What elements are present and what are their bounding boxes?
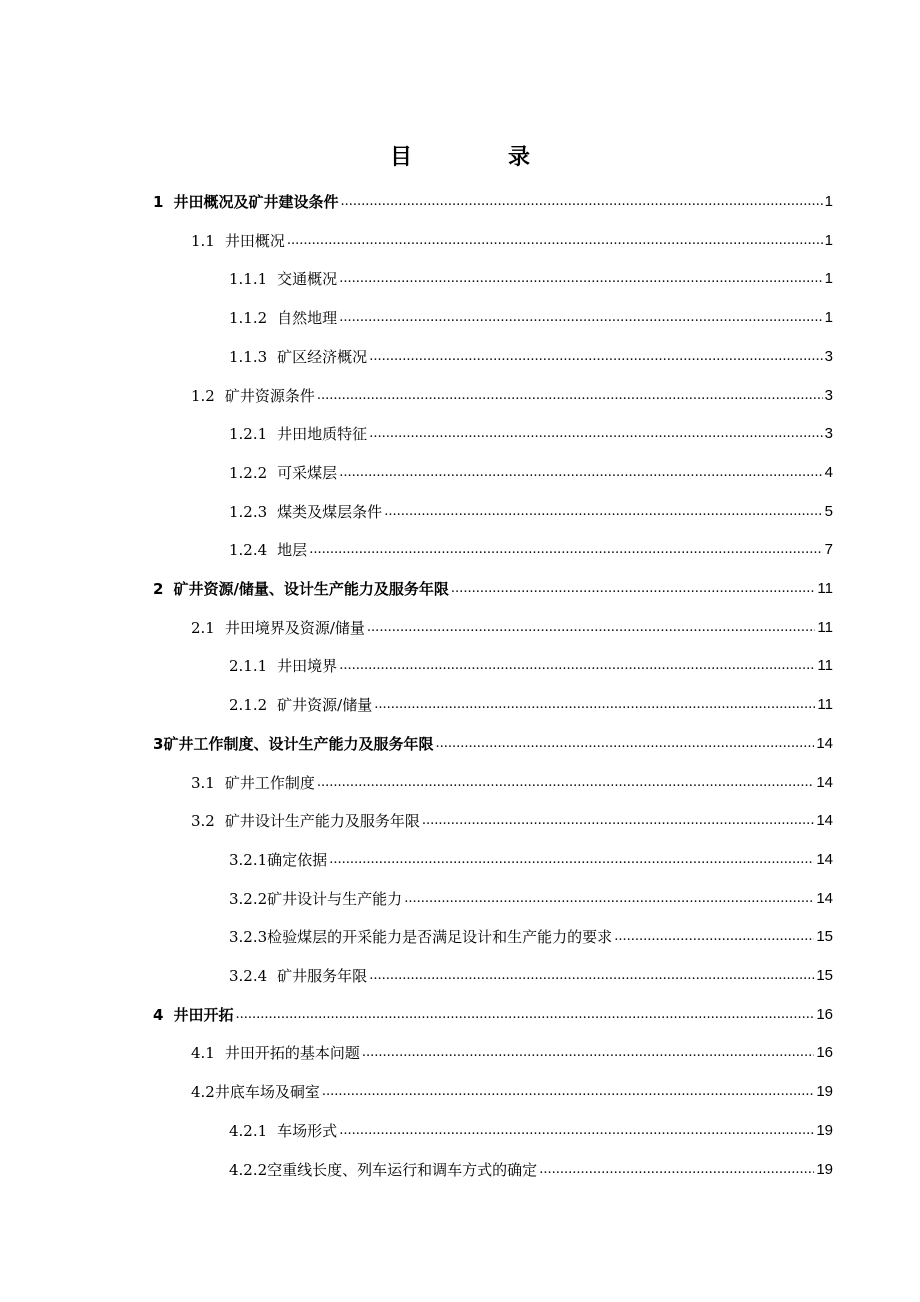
toc-entry-number: 3.2.4 [229, 967, 268, 985]
toc-entry[interactable] [229, 420, 833, 444]
toc-entry-page: 11 [817, 619, 833, 636]
toc-entry[interactable] [229, 265, 833, 289]
toc-dot-leader [235, 1005, 814, 1025]
toc-dot-leader [404, 889, 814, 909]
toc-entry-page: 19 [816, 1122, 833, 1139]
toc-dot-leader [422, 811, 814, 831]
toc-entry-number: 1.1.1 [229, 270, 268, 288]
toc-dot-leader [369, 347, 822, 367]
toc-entry-label: 确定依据 [267, 851, 328, 869]
toc-entry-page: 5 [824, 503, 833, 520]
toc-dot-leader [384, 502, 822, 522]
toc-dot-leader [287, 231, 823, 251]
toc-dot-leader [339, 1121, 814, 1141]
toc-entry-label: 矿井资源/储量 [277, 696, 373, 714]
toc-entry-label: 矿井设计与生产能力 [267, 890, 403, 908]
toc-dot-leader [367, 618, 816, 638]
toc-entry[interactable] [153, 188, 833, 212]
toc-entry-page: 1 [824, 193, 833, 210]
toc-entry-number: 4 [153, 1006, 164, 1024]
toc-dot-leader [362, 1043, 814, 1063]
toc-entry-page: 1 [824, 232, 833, 249]
toc-entry-page: 11 [817, 580, 833, 597]
toc-entry-number: 3.2 [191, 812, 215, 830]
toc-dot-leader [322, 1082, 814, 1102]
title-char-1: 目 [389, 145, 412, 170]
toc-dot-leader [369, 966, 814, 986]
toc-entry-label: 交通概况 [277, 270, 338, 288]
toc-entry[interactable] [153, 730, 833, 754]
toc-entry-number: 2 [153, 580, 164, 598]
toc-entry-label: 矿井工作制度 [224, 774, 315, 792]
toc-entry-label: 矿井工作制度、设计生产能力及服务年限 [163, 735, 434, 753]
toc-entry-number: 3.2.1 [229, 851, 268, 869]
toc-entry[interactable] [153, 575, 833, 599]
toc-entry-label: 矿井资源条件 [224, 387, 315, 405]
title-char-2: 录 [508, 145, 531, 170]
toc-entry-page: 1 [824, 270, 833, 287]
toc-entry[interactable] [229, 885, 833, 909]
toc-entry-label: 矿井资源/储量、设计生产能力及服务年限 [173, 580, 449, 598]
toc-dot-leader [339, 269, 822, 289]
toc-entry-number: 1.2.2 [229, 464, 268, 482]
toc-entry-label: 检验煤层的开采能力是否满足设计和生产能力的要求 [267, 928, 613, 946]
toc-entry-page: 14 [816, 851, 833, 868]
toc-entry-label: 空重线长度、列车运行和调车方式的确定 [267, 1161, 538, 1179]
toc-entry-number: 1.2.1 [229, 425, 268, 443]
toc-entry-number: 1.1 [191, 232, 215, 250]
toc-entry-label: 车场形式 [277, 1122, 338, 1140]
toc-entry-page: 14 [816, 735, 833, 752]
page-title [0, 140, 920, 171]
toc-dot-leader [309, 540, 822, 560]
toc-entry-number: 2.1 [191, 619, 215, 637]
toc-dot-leader [614, 927, 814, 947]
toc-entry-label: 井田境界 [277, 657, 338, 675]
toc-entry-page: 4 [824, 464, 833, 481]
toc-dot-leader [369, 424, 822, 444]
toc-entry-page: 15 [816, 928, 833, 945]
toc-dot-leader [435, 734, 814, 754]
toc-dot-leader [339, 656, 815, 676]
toc-entry-number: 3.2.2 [229, 890, 268, 908]
toc-entry-number: 2.1.1 [229, 657, 268, 675]
toc-entry[interactable] [191, 382, 833, 406]
toc-dot-leader [339, 308, 822, 328]
toc-entry-page: 11 [817, 696, 833, 713]
toc-entry-label: 井田地质特征 [277, 425, 368, 443]
toc-entry-page: 3 [824, 348, 833, 365]
toc-entry-number: 3.2.3 [229, 928, 268, 946]
toc-entry-page: 11 [817, 657, 833, 674]
toc-entry-number: 1.2.4 [229, 541, 268, 559]
toc-entry-page: 15 [816, 967, 833, 984]
toc-entry-number: 4.2.1 [229, 1122, 268, 1140]
toc-entry-label: 矿区经济概况 [277, 348, 368, 366]
toc-entry-number: 1.1.3 [229, 348, 268, 366]
toc-entry[interactable] [229, 691, 833, 715]
toc-entry-page: 16 [816, 1044, 833, 1061]
toc-entry-label: 矿井服务年限 [277, 967, 368, 985]
toc-entry[interactable] [191, 614, 833, 638]
toc-entry[interactable] [229, 846, 833, 870]
toc-dot-leader [539, 1160, 814, 1180]
toc-entry-number: 4.1 [191, 1044, 215, 1062]
toc-entry-page: 16 [816, 1006, 833, 1023]
toc-entry-label: 自然地理 [277, 309, 338, 327]
toc-dot-leader [340, 192, 822, 212]
toc-entry[interactable] [229, 1117, 833, 1141]
toc-entry-number: 2.1.2 [229, 696, 268, 714]
toc-entry-page: 1 [824, 309, 833, 326]
toc-entry[interactable] [229, 536, 833, 560]
toc-entry-page: 14 [816, 890, 833, 907]
toc-entry[interactable] [191, 807, 833, 831]
toc-entry-page: 14 [816, 774, 833, 791]
toc-dot-leader [317, 773, 814, 793]
toc-entry[interactable] [191, 1078, 833, 1102]
toc-entry-number: 1 [153, 193, 164, 211]
toc-dot-leader [451, 579, 816, 599]
toc-entry[interactable] [229, 1156, 833, 1180]
toc-dot-leader [329, 850, 814, 870]
toc-entry[interactable] [153, 1001, 833, 1025]
toc-entry-page: 3 [824, 387, 833, 404]
toc-entry[interactable] [191, 769, 833, 793]
toc-entry-label: 井田境界及资源/储量 [224, 619, 365, 637]
toc-entry-page: 7 [824, 541, 833, 558]
toc-entry-label: 井田概况及矿井建设条件 [173, 193, 339, 211]
toc-dot-leader [339, 463, 822, 483]
toc-entry[interactable] [229, 923, 833, 947]
toc-entry-number: 1.1.2 [229, 309, 268, 327]
toc-entry-label: 井底车场及硐室 [214, 1083, 320, 1101]
toc-dot-leader [374, 695, 815, 715]
toc-entry[interactable] [229, 962, 833, 986]
toc-entry-label: 井田概况 [224, 232, 285, 250]
toc-entry[interactable] [191, 1039, 833, 1063]
toc-entry-number: 3 [153, 735, 164, 753]
toc-entry-label: 可采煤层 [277, 464, 338, 482]
toc-entry[interactable] [229, 304, 833, 328]
toc-entry-number: 1.2 [191, 387, 215, 405]
toc-entry[interactable] [229, 343, 833, 367]
toc-entry-number: 1.2.3 [229, 503, 268, 521]
toc-entry-page: 19 [816, 1161, 833, 1178]
toc-entry-page: 3 [824, 425, 833, 442]
toc-entry-label: 地层 [277, 541, 308, 559]
toc-entry-number: 3.1 [191, 774, 215, 792]
toc-entry[interactable] [229, 459, 833, 483]
toc-entry-label: 矿井设计生产能力及服务年限 [224, 812, 420, 830]
toc-entry[interactable] [191, 227, 833, 251]
toc-entry[interactable] [229, 498, 833, 522]
toc-entry-number: 4.2.2 [229, 1161, 268, 1179]
toc-entry-label: 井田开拓的基本问题 [224, 1044, 360, 1062]
toc-entry-page: 19 [816, 1083, 833, 1100]
toc-dot-leader [317, 386, 823, 406]
toc-entry[interactable] [229, 652, 833, 676]
toc-entry-page: 14 [816, 812, 833, 829]
toc-entry-label: 煤类及煤层条件 [277, 503, 383, 521]
toc-entry-number: 4.2 [191, 1083, 215, 1101]
toc-entry-label: 井田开拓 [173, 1006, 234, 1024]
